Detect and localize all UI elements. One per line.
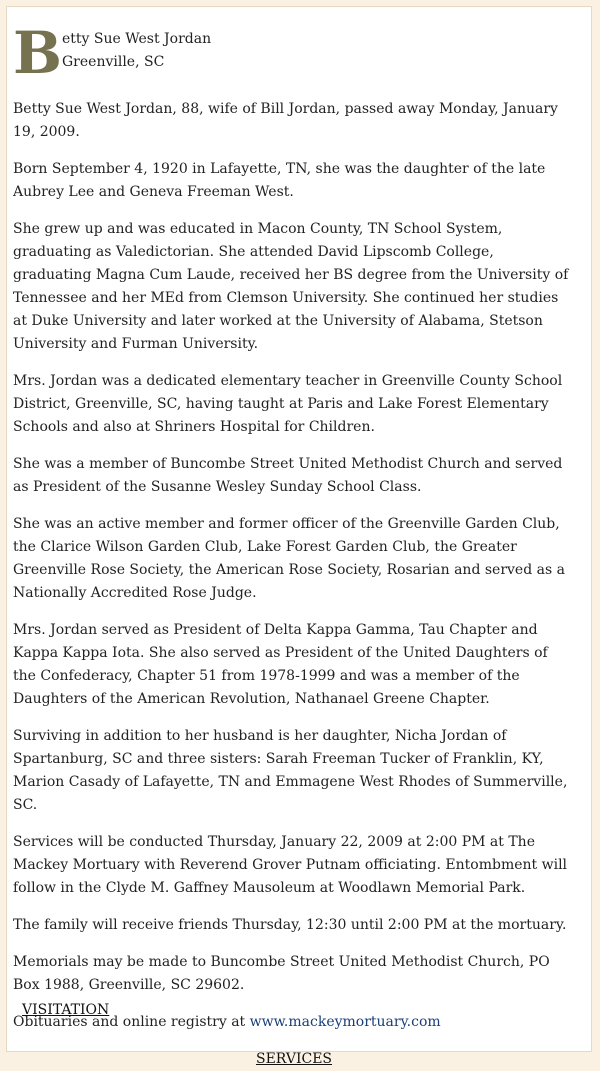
obituary-content <box>13 19 575 1071</box>
paragraph-visitation: The family will receive friends Thursday, 12:30 until 2:00 PM at the mortuary. <box>13 917 567 933</box>
obituary-header <box>13 19 575 87</box>
mortuary-website-link[interactable]: www.mackeymortuary.com <box>249 1014 441 1030</box>
paragraph-survivors: Surviving in addition to her husband is her daughter, Nicha Jordan of Spartanburg, SC and three sisters: Sarah Freeman Tucker of Franklin, KY, Marion Casady of Lafayette, TN and Emmagene West Rhodes of Summerville, SC. <box>13 728 568 813</box>
paragraph-church: She was a member of Buncombe Street United Methodist Church and served as President of the Susanne Wesley Sunday School Class. <box>13 456 563 495</box>
paragraph-services: Services will be conducted Thursday, January 22, 2009 at 2:00 PM at The Mackey Mortuary with Reverend Grover Putnam officiating. Entombment will follow in the Clyde M. Gaffney Mausoleum at Woodlawn Memorial Park. <box>13 834 568 896</box>
paragraph-organizations: Mrs. Jordan served as President of Delta Kappa Gamma, Tau Chapter and Kappa Kappa Iota. She also served as President of the United Daughters of the Confederacy, Chapter 51 from 1978-1999 and was a member of the Daughters of the American Revolution, Nathanael Greene Chapter. <box>13 622 548 707</box>
paragraph-garden-clubs: She was an active member and former officer of the Greenville Garden Club, the Clarice Wilson Garden Club, Lake Forest Garden Club, the Greater Greenville Rose Society, the American Rose Society, Rosarian and served as a Nationally Accredited Rose Judge. <box>13 516 565 601</box>
paragraph-memorials: Memorials may be made to Buncombe Street United Methodist Church, PO Box 1988, Greenville, SC 29602. <box>13 954 550 993</box>
paragraph-birth: Born September 4, 1920 in Lafayette, TN, she was the daughter of the late Aubrey Lee and Geneva Freeman West. <box>13 161 546 200</box>
services-link[interactable]: SERVICES <box>255 1051 332 1067</box>
visitation-link[interactable]: VISITATION <box>22 1002 110 1018</box>
registry-text: Obituaries and online registry at <box>13 1014 250 1030</box>
paragraph-death-notice: Betty Sue West Jordan, 88, wife of Bill Jordan, passed away Monday, January 19, 2009. <box>13 101 558 140</box>
paragraph-education: She grew up and was educated in Macon County, TN School System, graduating as Valedictorian. She attended David Lipscomb College, graduating Magna Cum Laude, received her BS degree from the University of Tennessee and her MEd from Clemson University. She continued her studies at Duke University and later worked at the University of Alabama, Stetson University and Furman University. <box>13 221 569 352</box>
deceased-name: etty Sue West Jordan <box>62 31 212 47</box>
deceased-location: Greenville, SC <box>62 54 165 70</box>
paragraph-career: Mrs. Jordan was a dedicated elementary teacher in Greenville County School District, Greenville, SC, having taught at Paris and Lake Forest Elementary Schools and also at Shriners Hospital for Children. <box>13 373 563 435</box>
drop-cap: B <box>13 19 63 87</box>
